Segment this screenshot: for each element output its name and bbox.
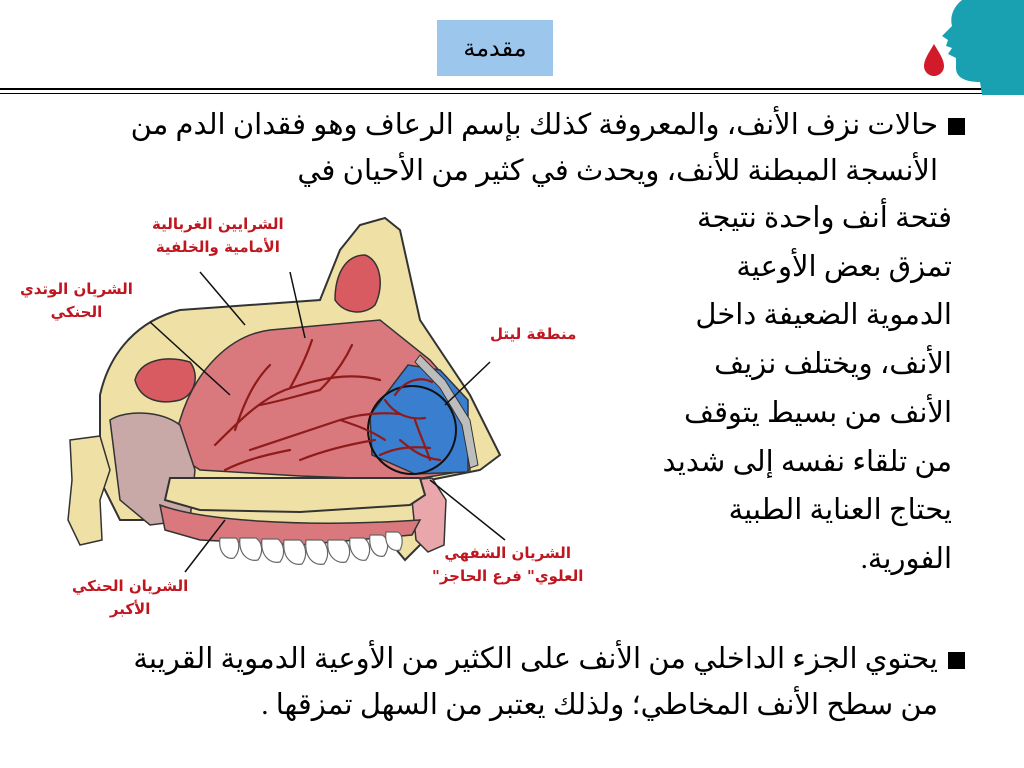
label-superior-labial-artery [432,542,583,588]
paragraph-1-line-2: الأنسجة المبطنة للأنف، ويحدث في كثير من الأحيان في [297,155,938,187]
label-greater-palatine-line-1: الشريان الحنكي [72,577,189,595]
paragraph-1-line-7: الأنف من بسيط يتوقف [684,396,952,429]
paragraph-1-wrap [663,194,952,584]
label-littles-area-line-1: منطقة ليتل [490,325,577,343]
paragraph-2 [133,636,938,728]
label-sphenopalatine-line-2: الحنكي [50,303,103,321]
paragraph-1-line-6: الأنف، ويختلف نزيف [714,348,952,381]
paragraph-1-top [131,102,938,194]
label-greater-palatine-line-2: الأكبر [109,600,151,618]
paragraph-1-line-4: تمزق بعض الأوعية [736,250,952,283]
paragraph-2-line-1: يحتوي الجزء الداخلي من الأنف على الكثير من الأوعية الدموية القريبة [133,643,938,675]
paragraph-1-line-9: يحتاج العناية الطبية [728,494,952,527]
label-sphenopalatine-line-1: الشريان الوتدي [20,280,133,298]
header-rule-bottom [0,93,1024,94]
nosebleed-logo-icon [922,0,1024,95]
label-littles-area [490,323,576,346]
paragraph-1-line-5: الدموية الضعيفة داخل [695,299,952,332]
paragraph-1-line-1: حالات نزف الأنف، والمعروفة كذلك بإسم الرعاف وهو فقدان الدم من [130,109,938,141]
header-rule-top [0,88,1024,90]
paragraph-2-line-2: من سطح الأنف المخاطي؛ ولذلك يعتبر من السهل تمزقها . [261,689,938,721]
label-superior-labial-line-2: العلوي" فرع الحاجز" [432,567,584,585]
bullet-1 [948,118,965,135]
bullet-2 [948,652,965,669]
label-ethmoidal-line-1: الشرايين الغربالية [152,215,284,233]
label-sphenopalatine-artery [20,278,133,324]
paragraph-1-line-3: فتحة أنف واحدة نتيجة [696,202,952,234]
slide-title: مقدمة [437,20,553,76]
paragraph-1-line-8: من تلقاء نفسه إلى شديد [662,445,952,478]
paragraph-1-line-10: الفورية. [860,542,952,575]
label-ethmoidal-line-2: الأمامية والخلفية [155,238,280,256]
label-ethmoidal-arteries [152,213,284,259]
label-superior-labial-line-1: الشريان الشفهي [444,544,571,562]
label-greater-palatine-artery [72,575,188,621]
